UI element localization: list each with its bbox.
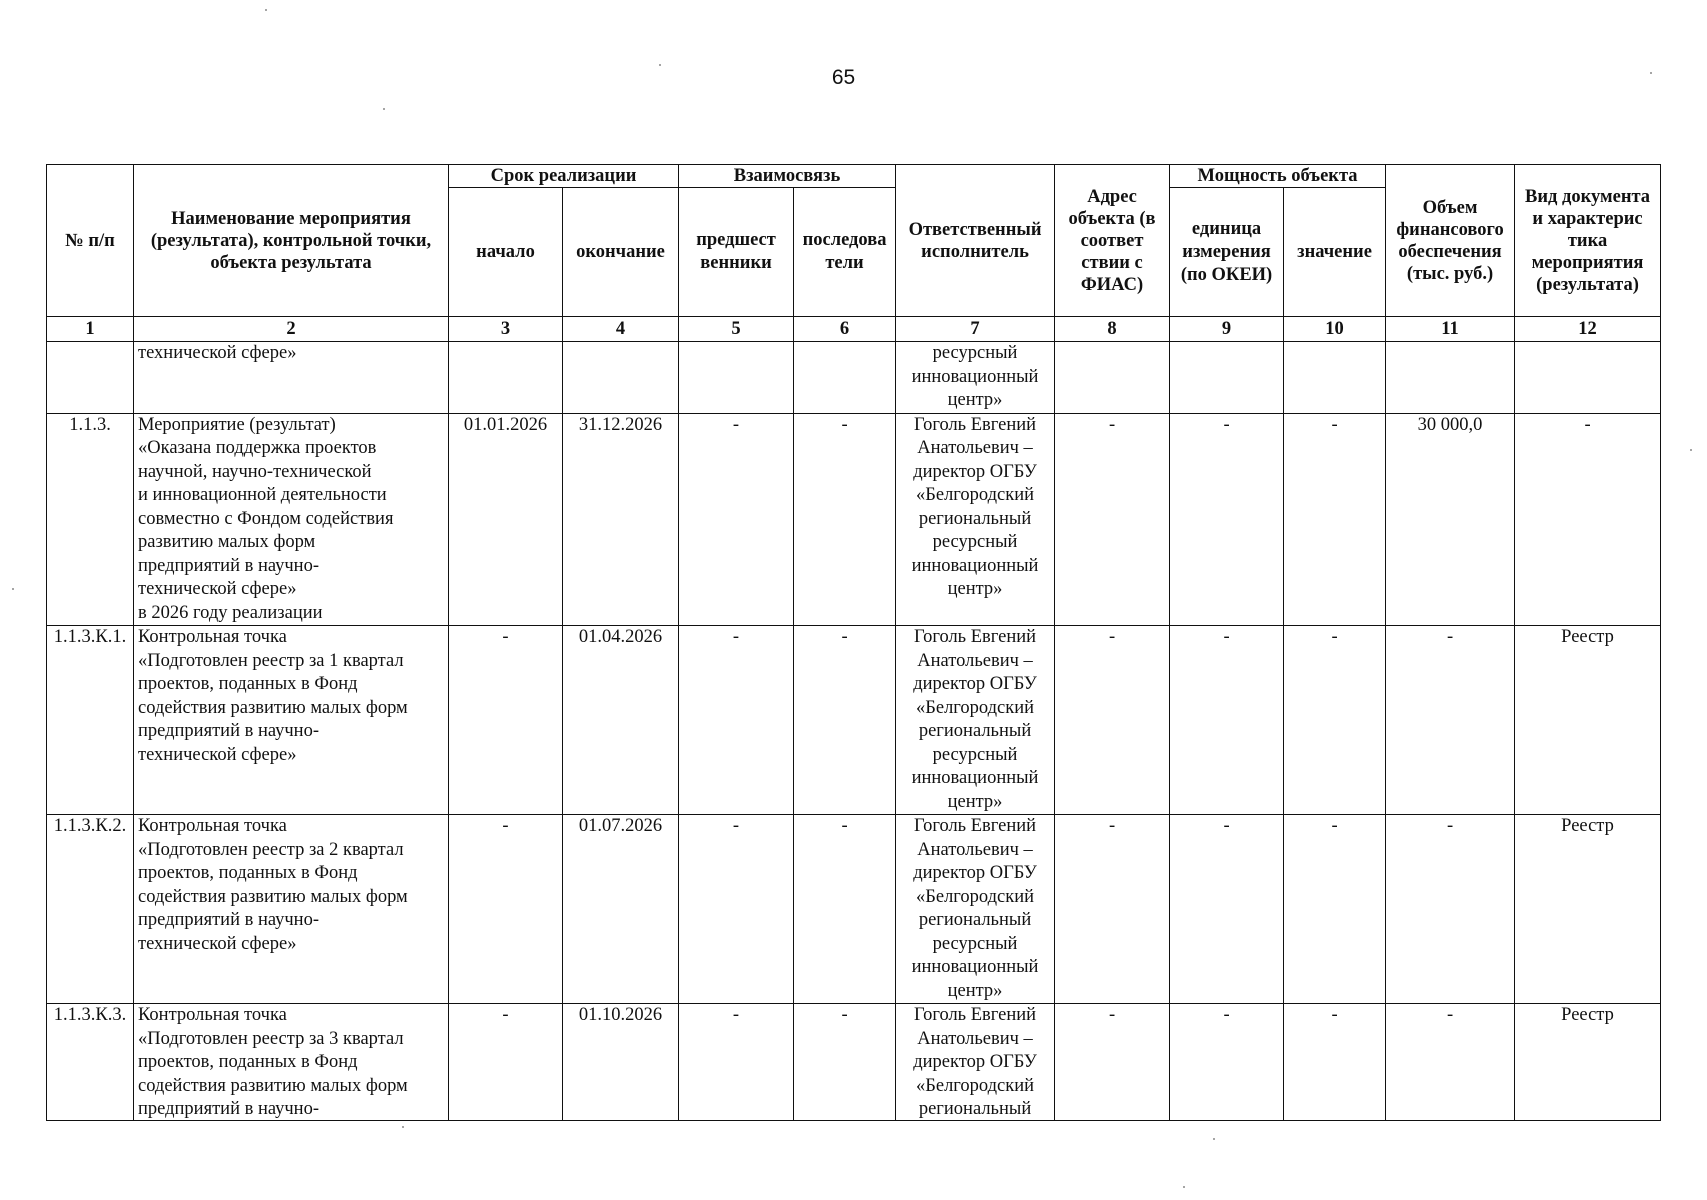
cell-value xyxy=(1284,342,1386,414)
cell-name: Контрольная точка «Подготовлен реестр за 1 квартал проектов, поданных в Фонд содействия развитию малых форм предприятий в научно- технической сфере» xyxy=(134,626,449,815)
scan-speck xyxy=(265,9,267,11)
header-end: окончание xyxy=(563,188,679,317)
column-number: 11 xyxy=(1386,317,1515,342)
cell-num: 1.1.3.К.2. xyxy=(47,815,134,1004)
cell-successors: - xyxy=(794,413,896,626)
cell-unit: - xyxy=(1170,626,1284,815)
cell-responsible: Гоголь Евгений Анатольевич – директор ОГБУ «Белгородский региональный ресурсный инновационный центр» xyxy=(896,815,1055,1004)
column-number: 2 xyxy=(134,317,449,342)
cell-address: - xyxy=(1055,1004,1170,1121)
cell-value: - xyxy=(1284,413,1386,626)
cell-start: - xyxy=(449,626,563,815)
scan-speck xyxy=(659,64,661,66)
header-finance: Объем финансового обеспечения (тыс. руб.) xyxy=(1386,165,1515,317)
scan-speck xyxy=(1690,449,1692,451)
cell-doc: - xyxy=(1515,413,1661,626)
cell-name: технической сфере» xyxy=(134,342,449,414)
cell-unit: - xyxy=(1170,1004,1284,1121)
cell-unit: - xyxy=(1170,815,1284,1004)
cell-doc: Реестр xyxy=(1515,1004,1661,1121)
cell-value: - xyxy=(1284,626,1386,815)
cell-doc xyxy=(1515,342,1661,414)
column-number: 3 xyxy=(449,317,563,342)
cell-end: 31.12.2026 xyxy=(563,413,679,626)
cell-num: 1.1.3. xyxy=(47,413,134,626)
column-number: 9 xyxy=(1170,317,1284,342)
cell-predecessors: - xyxy=(679,626,794,815)
scan-speck xyxy=(1213,1138,1215,1140)
header-unit: единица измерения (по ОКЕИ) xyxy=(1170,188,1284,317)
page-number: 65 xyxy=(831,66,856,89)
header-successors: последова тели xyxy=(794,188,896,317)
cell-num: 1.1.3.К.3. xyxy=(47,1004,134,1121)
cell-address xyxy=(1055,342,1170,414)
cell-responsible: ресурсный инновационный центр» xyxy=(896,342,1055,414)
column-number: 7 xyxy=(896,317,1055,342)
header-value: значение xyxy=(1284,188,1386,317)
cell-responsible: Гоголь Евгений Анатольевич – директор ОГБУ «Белгородский региональный ресурсный инновационный центр» xyxy=(896,626,1055,815)
scan-speck xyxy=(1650,72,1652,74)
cell-successors xyxy=(794,342,896,414)
cell-end: 01.04.2026 xyxy=(563,626,679,815)
cell-finance: - xyxy=(1386,626,1515,815)
cell-responsible xyxy=(896,1004,1055,1121)
scan-speck xyxy=(383,108,385,110)
header-row-groups xyxy=(47,165,1661,188)
cell-finance xyxy=(1386,342,1515,414)
cell-name: Мероприятие (результат) «Оказана поддержка проектов научной, научно-технической и инновационной деятельности совместно с Фондом содействия развитию малых форм предприятий в научно- технической сфере» в 2026 году реализации xyxy=(134,413,449,626)
column-number: 6 xyxy=(794,317,896,342)
cell-successors: - xyxy=(794,1004,896,1121)
cell-responsible: Гоголь Евгений Анатольевич – директор ОГБУ «Белгородский региональный ресурсный инновационный центр» xyxy=(896,413,1055,626)
cell-finance: 30 000,0 xyxy=(1386,413,1515,626)
cell-start xyxy=(449,342,563,414)
cell-name: Контрольная точка «Подготовлен реестр за 2 квартал проектов, поданных в Фонд содействия развитию малых форм предприятий в научно- технической сфере» xyxy=(134,815,449,1004)
cell-successors: - xyxy=(794,626,896,815)
cell-end xyxy=(563,342,679,414)
cell-unit: - xyxy=(1170,413,1284,626)
table-row xyxy=(47,626,1661,815)
cell-start: - xyxy=(449,815,563,1004)
cell-end: 01.07.2026 xyxy=(563,815,679,1004)
cell-doc: Реестр xyxy=(1515,626,1661,815)
column-number: 4 xyxy=(563,317,679,342)
cell-num xyxy=(47,342,134,414)
cell-name-text: Контрольная точка «Подготовлен реестр за 3 квартал проектов, поданных в Фонд содействия развитию малых форм предприятий в научно- xyxy=(138,1005,408,1119)
cell-address: - xyxy=(1055,413,1170,626)
table-row xyxy=(47,413,1661,626)
header-address: Адрес объекта (в соответ ствии с ФИАС) xyxy=(1055,165,1170,317)
cell-start: - xyxy=(449,1004,563,1121)
cell-successors: - xyxy=(794,815,896,1004)
column-number: 1 xyxy=(47,317,134,342)
header-responsible: Ответственный исполнитель xyxy=(896,165,1055,317)
scan-speck xyxy=(1183,1186,1185,1188)
header-num: № п/п xyxy=(47,165,134,317)
header-doc-type: Вид документа и характерис тика мероприятия (результата) xyxy=(1515,165,1661,317)
table-row xyxy=(47,815,1661,1004)
header-name: Наименование мероприятия (результата), контрольной точки, объекта результата xyxy=(134,165,449,317)
cell-value: - xyxy=(1284,1004,1386,1121)
header-start: начало xyxy=(449,188,563,317)
header-predecessors: предшест венники xyxy=(679,188,794,317)
table-row xyxy=(47,1004,1661,1121)
cell-unit xyxy=(1170,342,1284,414)
scan-speck xyxy=(402,1126,404,1128)
column-number: 10 xyxy=(1284,317,1386,342)
cell-num: 1.1.3.К.1. xyxy=(47,626,134,815)
cell-name xyxy=(134,1004,449,1121)
column-number: 12 xyxy=(1515,317,1661,342)
cell-address: - xyxy=(1055,626,1170,815)
cell-end: 01.10.2026 xyxy=(563,1004,679,1121)
cell-value: - xyxy=(1284,815,1386,1004)
scan-speck xyxy=(12,588,14,590)
cell-responsible-text: Гоголь Евгений Анатольевич – директор ОГБУ «Белгородский региональный xyxy=(913,1005,1037,1119)
cell-predecessors xyxy=(679,342,794,414)
column-number: 8 xyxy=(1055,317,1170,342)
cell-finance: - xyxy=(1386,815,1515,1004)
cell-finance: - xyxy=(1386,1004,1515,1121)
header-capacity-group: Мощность объекта xyxy=(1170,165,1386,188)
header-term-group: Срок реализации xyxy=(449,165,679,188)
cell-predecessors: - xyxy=(679,1004,794,1121)
cell-start: 01.01.2026 xyxy=(449,413,563,626)
table-row xyxy=(47,342,1661,414)
header-link-group: Взаимосвязь xyxy=(679,165,896,188)
column-number: 5 xyxy=(679,317,794,342)
cell-predecessors: - xyxy=(679,413,794,626)
events-table xyxy=(46,164,1661,1121)
column-number-row xyxy=(47,317,1661,342)
cell-doc: Реестр xyxy=(1515,815,1661,1004)
cell-predecessors: - xyxy=(679,815,794,1004)
cell-address: - xyxy=(1055,815,1170,1004)
